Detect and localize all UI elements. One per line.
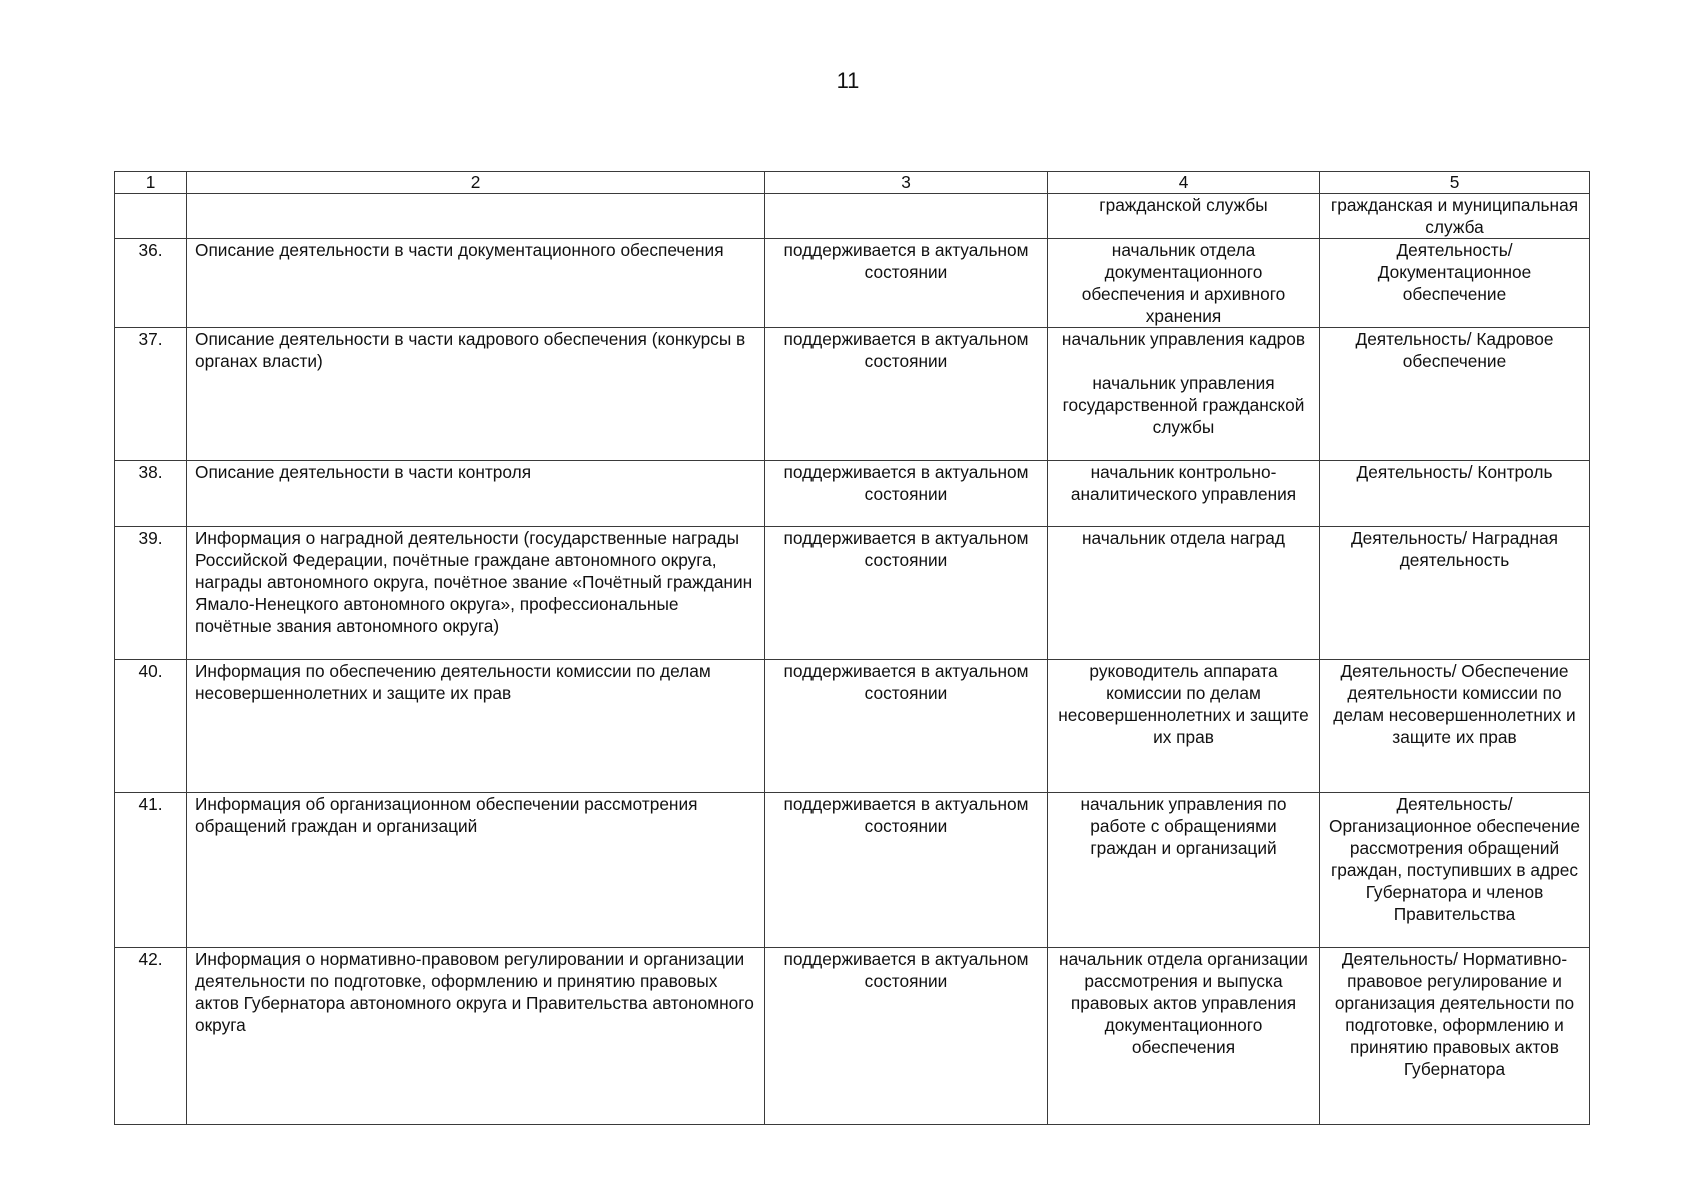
responsible-text: начальник управления по работе с обращениями граждан и организаций — [1080, 794, 1287, 858]
row-section: Деятельность/ Обеспечение деятельности комиссии по делам несовершеннолетних и защите их прав — [1320, 660, 1590, 793]
row-description: Описание деятельности в части документационного обеспечения — [187, 239, 765, 328]
row-status: поддерживается в актуальном состоянии — [765, 793, 1048, 948]
responsible-text: руководитель аппарата комиссии по делам несовершеннолетних и защите их прав — [1058, 661, 1309, 747]
responsible-text: начальник отдела наград — [1082, 528, 1285, 548]
row-number: 40. — [115, 660, 187, 793]
row-responsible — [1048, 461, 1320, 527]
responsible-text: гражданской службы — [1099, 195, 1268, 215]
page-number: 11 — [836, 68, 860, 93]
row-status: поддерживается в актуальном состоянии — [765, 461, 1048, 527]
responsible-text: начальник управления кадров начальник управления государственной гражданской службы — [1061, 329, 1306, 437]
row-number: 42. — [115, 948, 187, 1125]
column-header: 4 — [1048, 172, 1320, 194]
table-row — [115, 660, 1590, 793]
row-section: Деятельность/ Организационное обеспечение рассмотрения обращений граждан, поступивших в адрес Губернатора и членов Правительства — [1320, 793, 1590, 948]
row-responsible — [1048, 194, 1320, 239]
row-description: Информация по обеспечению деятельности комиссии по делам несовершеннолетних и защите их прав — [187, 660, 765, 793]
row-status: поддерживается в актуальном состоянии — [765, 527, 1048, 660]
table-row — [115, 328, 1590, 461]
table-row — [115, 527, 1590, 660]
responsible-text: начальник контрольно-аналитического управления — [1070, 462, 1297, 504]
table-row — [115, 948, 1590, 1125]
row-responsible — [1048, 239, 1320, 328]
row-responsible — [1048, 948, 1320, 1125]
row-description: Информация об организационном обеспечении рассмотрения обращений граждан и организаций — [187, 793, 765, 948]
row-number: 37. — [115, 328, 187, 461]
row-number — [115, 194, 187, 239]
column-header: 1 — [115, 172, 187, 194]
row-description: Информация о наградной деятельности (государственные награды Российской Федерации, почётные граждане автономного округа, награды автономного округа, почётное звание «Почётный гражданин Ямало-Ненецкого автономного округа», профессиональные почётные звания автономного округа) — [187, 527, 765, 660]
row-number: 39. — [115, 527, 187, 660]
row-number: 36. — [115, 239, 187, 328]
row-section: Деятельность/ Наградная деятельность — [1320, 527, 1590, 660]
row-section: гражданская и муниципальная служба — [1320, 194, 1590, 239]
table-row — [115, 461, 1590, 527]
column-header: 2 — [187, 172, 765, 194]
table-row — [115, 793, 1590, 948]
row-responsible — [1048, 660, 1320, 793]
row-description — [187, 194, 765, 239]
row-number: 38. — [115, 461, 187, 527]
table-row — [115, 194, 1590, 239]
table-row — [115, 239, 1590, 328]
column-header: 3 — [765, 172, 1048, 194]
row-section: Деятельность/ Кадровое обеспечение — [1320, 328, 1590, 461]
row-status: поддерживается в актуальном состоянии — [765, 660, 1048, 793]
document-table — [114, 171, 1590, 1125]
row-responsible — [1048, 793, 1320, 948]
row-status: поддерживается в актуальном состоянии — [765, 948, 1048, 1125]
row-responsible — [1048, 328, 1320, 461]
row-responsible — [1048, 527, 1320, 660]
row-section: Деятельность/ Нормативно-правовое регулирование и организация деятельности по подготовке, оформлению и принятию правовых актов Губернатора — [1320, 948, 1590, 1125]
row-description: Описание деятельности в части кадрового обеспечения (конкурсы в органах власти) — [187, 328, 765, 461]
row-description: Описание деятельности в части контроля — [187, 461, 765, 527]
responsible-text: начальник отдела организации рассмотрения и выпуска правовых актов управления документационного обеспечения — [1059, 949, 1308, 1057]
row-number: 41. — [115, 793, 187, 948]
row-section: Деятельность/ Документационное обеспечение — [1320, 239, 1590, 328]
column-header: 5 — [1320, 172, 1590, 194]
row-status: поддерживается в актуальном состоянии — [765, 239, 1048, 328]
row-status: поддерживается в актуальном состоянии — [765, 328, 1048, 461]
table-header-row — [115, 172, 1590, 194]
row-section: Деятельность/ Контроль — [1320, 461, 1590, 527]
row-status — [765, 194, 1048, 239]
row-description: Информация о нормативно-правовом регулировании и организации деятельности по подготовке, оформлению и принятию правовых актов Губернатора автономного округа и Правительства автономного округа — [187, 948, 765, 1125]
responsible-text: начальник отдела документационного обеспечения и архивного хранения — [1081, 240, 1286, 326]
